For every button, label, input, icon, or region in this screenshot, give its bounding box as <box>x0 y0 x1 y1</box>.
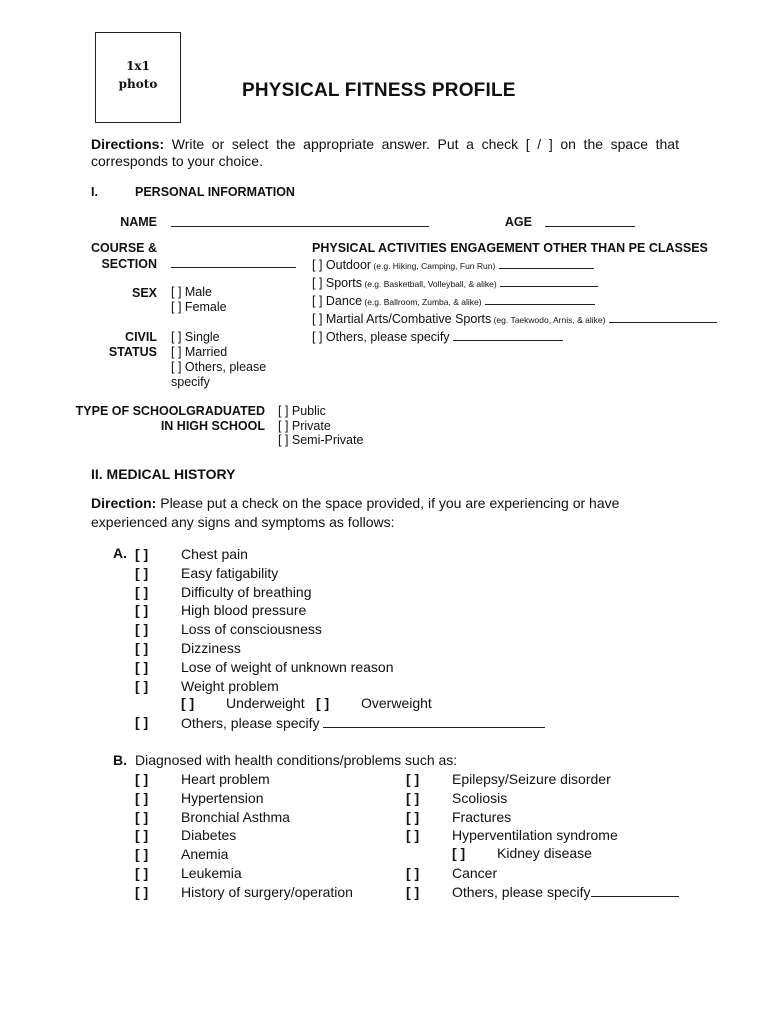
symptom-item: Weight problem <box>181 677 279 694</box>
checkbox-b-left-4[interactable]: [ ] <box>135 827 149 844</box>
checkbox-b-left-5[interactable]: [ ] <box>135 846 149 863</box>
age-field[interactable] <box>545 215 635 227</box>
symptom-item: High blood pressure <box>181 602 307 619</box>
condition-item: Bronchial Asthma <box>181 808 290 825</box>
direction2-text: Please put a check on the space provided, if you are experiencing or have experienced any signs and symptoms as follows: <box>91 495 620 530</box>
checkbox-overweight[interactable]: [ ] <box>316 695 330 711</box>
activity-martial-arts[interactable]: [ ] Martial Arts/Combative Sports (eg. Taekwodo, Arnis, & alike) <box>312 311 717 329</box>
directions-text: Write or select the appropriate answer. Put a check [ / ] on the space that corresponds to your choice. <box>91 136 679 169</box>
part-b-intro: Diagnosed with health conditions/problems such as: <box>135 752 458 768</box>
course-label <box>70 240 157 272</box>
checkbox-a-2[interactable]: [ ] <box>135 564 149 581</box>
activities-list <box>312 257 717 346</box>
activity-dance[interactable]: [ ] Dance (e.g. Ballroom, Zumba, & alike) <box>312 293 717 311</box>
checkbox-a-6[interactable]: [ ] <box>135 639 149 656</box>
symptom-item: Loss of consciousness <box>181 621 322 638</box>
name-label: NAME <box>120 215 157 229</box>
checkbox-underweight[interactable]: [ ] <box>181 695 195 711</box>
checkbox-a-7[interactable]: [ ] <box>135 658 149 675</box>
overweight-label: Overweight <box>361 695 432 711</box>
symptom-item: Chest pain <box>181 546 248 562</box>
civil-others[interactable]: [ ] Others, please <box>171 360 267 374</box>
course-section-field[interactable] <box>171 256 296 268</box>
condition-item: Cancer <box>452 864 498 881</box>
condition-item: Anemia <box>181 846 229 863</box>
others-b-field[interactable] <box>591 883 679 897</box>
checkbox-kidney[interactable]: [ ] <box>452 845 466 861</box>
symptom-item: Difficulty of breathing <box>181 583 312 600</box>
condition-item: Hyperventilation syndrome <box>452 827 618 844</box>
condition-item: Heart problem <box>181 771 270 787</box>
checkbox-b-left-2[interactable]: [ ] <box>135 789 149 806</box>
others-a-field[interactable] <box>323 714 545 728</box>
civil-status-label <box>90 330 157 360</box>
condition-item: Leukemia <box>181 864 242 881</box>
civil-label-2: STATUS <box>108 345 157 359</box>
activity-others[interactable]: [ ] Others, please specify <box>312 329 717 346</box>
school-label-2: IN HIGH SCHOOL <box>160 419 265 433</box>
checkbox-a-5[interactable]: [ ] <box>135 621 149 638</box>
school-private[interactable]: [ ] Private <box>278 418 331 433</box>
school-type-label <box>60 404 265 434</box>
direction2 <box>91 494 651 532</box>
page-title: PHYSICAL FITNESS PROFILE <box>242 80 516 101</box>
activity-outdoor[interactable]: [ ] Outdoor (e.g. Hiking, Camping, Fun Run) <box>312 257 717 275</box>
condition-item: Diabetes <box>181 827 237 844</box>
part-b-right-items <box>452 770 679 902</box>
section2-title: II. MEDICAL HISTORY <box>91 466 236 482</box>
checkbox-a-8[interactable]: [ ] <box>135 677 149 694</box>
sex-male[interactable]: [ ] Male <box>171 285 212 299</box>
part-b-left-items <box>181 770 353 902</box>
civil-married[interactable]: [ ] Married <box>171 345 228 359</box>
photo-line2: photo <box>118 77 158 91</box>
checkbox-b-left-1[interactable]: [ ] <box>135 771 149 787</box>
section1-number: I. <box>91 185 98 199</box>
part-b-label: B. <box>113 752 127 768</box>
condition-item: Hypertension <box>181 789 264 806</box>
part-a-items <box>181 545 393 695</box>
school-options <box>278 404 363 448</box>
directions <box>91 136 679 170</box>
sex-female[interactable]: [ ] Female <box>171 300 227 314</box>
part-b-right-checkboxes <box>406 770 419 902</box>
checkbox-a-others[interactable]: [ ] <box>135 714 149 730</box>
age-label: AGE <box>504 215 532 229</box>
checkbox-b-right-3[interactable]: [ ] <box>406 808 420 825</box>
school-public[interactable]: [ ] Public <box>278 404 326 418</box>
checkbox-b-right-1[interactable]: [ ] <box>406 771 420 787</box>
civil-options <box>171 330 266 390</box>
civil-label-1: CIVIL <box>125 330 157 344</box>
symptom-item: Dizziness <box>181 639 241 656</box>
symptom-item: Lose of weight of unknown reason <box>181 658 394 675</box>
checkbox-a-4[interactable]: [ ] <box>135 602 149 619</box>
photo-placeholder <box>95 32 181 123</box>
photo-line1: 1x1 <box>126 59 150 73</box>
name-field[interactable] <box>171 215 429 227</box>
checkbox-b-right-6[interactable]: [ ] <box>406 864 420 881</box>
direction2-label: Direction: <box>91 495 157 511</box>
checkbox-b-left-7[interactable]: [ ] <box>135 883 149 900</box>
activity-sports[interactable]: [ ] Sports (e.g. Basketball, Volleyball, & alike) <box>312 275 717 293</box>
condition-item-others: Others, please specify <box>452 883 679 902</box>
directions-label: Directions: <box>91 136 165 152</box>
checkbox-b-left-6[interactable]: [ ] <box>135 864 149 881</box>
part-a-label: A. <box>113 545 127 561</box>
part-a-checkboxes <box>135 545 148 695</box>
condition-item: Fractures <box>452 808 512 825</box>
course-label-1: COURSE & <box>91 241 157 255</box>
condition-item: History of surgery/operation <box>181 883 353 900</box>
sex-label: SEX <box>131 286 157 300</box>
school-label-1: TYPE OF SCHOOLGRADUATED <box>75 404 265 418</box>
civil-single[interactable]: [ ] Single <box>171 330 220 344</box>
section1-title: PERSONAL INFORMATION <box>135 185 295 199</box>
school-semi-private[interactable]: [ ] Semi-Private <box>278 433 364 447</box>
checkbox-a-3[interactable]: [ ] <box>135 583 149 600</box>
activities-heading: PHYSICAL ACTIVITIES ENGAGEMENT OTHER THAN PE CLASSES <box>312 241 708 255</box>
part-a-others: Others, please specify <box>181 714 545 731</box>
condition-item-kidney: Kidney disease <box>497 845 592 861</box>
underweight-label: Underweight <box>226 695 305 711</box>
course-label-2: SECTION <box>101 257 157 271</box>
part-b-left-checkboxes <box>135 770 148 902</box>
checkbox-b-right-4[interactable]: [ ] <box>406 827 420 844</box>
civil-specify: specify <box>171 375 210 389</box>
checkbox-b-right-7[interactable]: [ ] <box>406 883 420 900</box>
condition-item: Scoliosis <box>452 789 508 806</box>
checkbox-b-left-3[interactable]: [ ] <box>135 808 149 825</box>
sex-options <box>171 285 227 315</box>
checkbox-a-1[interactable]: [ ] <box>135 546 149 562</box>
checkbox-b-right-2[interactable]: [ ] <box>406 789 420 806</box>
condition-item: Epilepsy/Seizure disorder <box>452 771 611 787</box>
symptom-item: Easy fatigability <box>181 564 279 581</box>
